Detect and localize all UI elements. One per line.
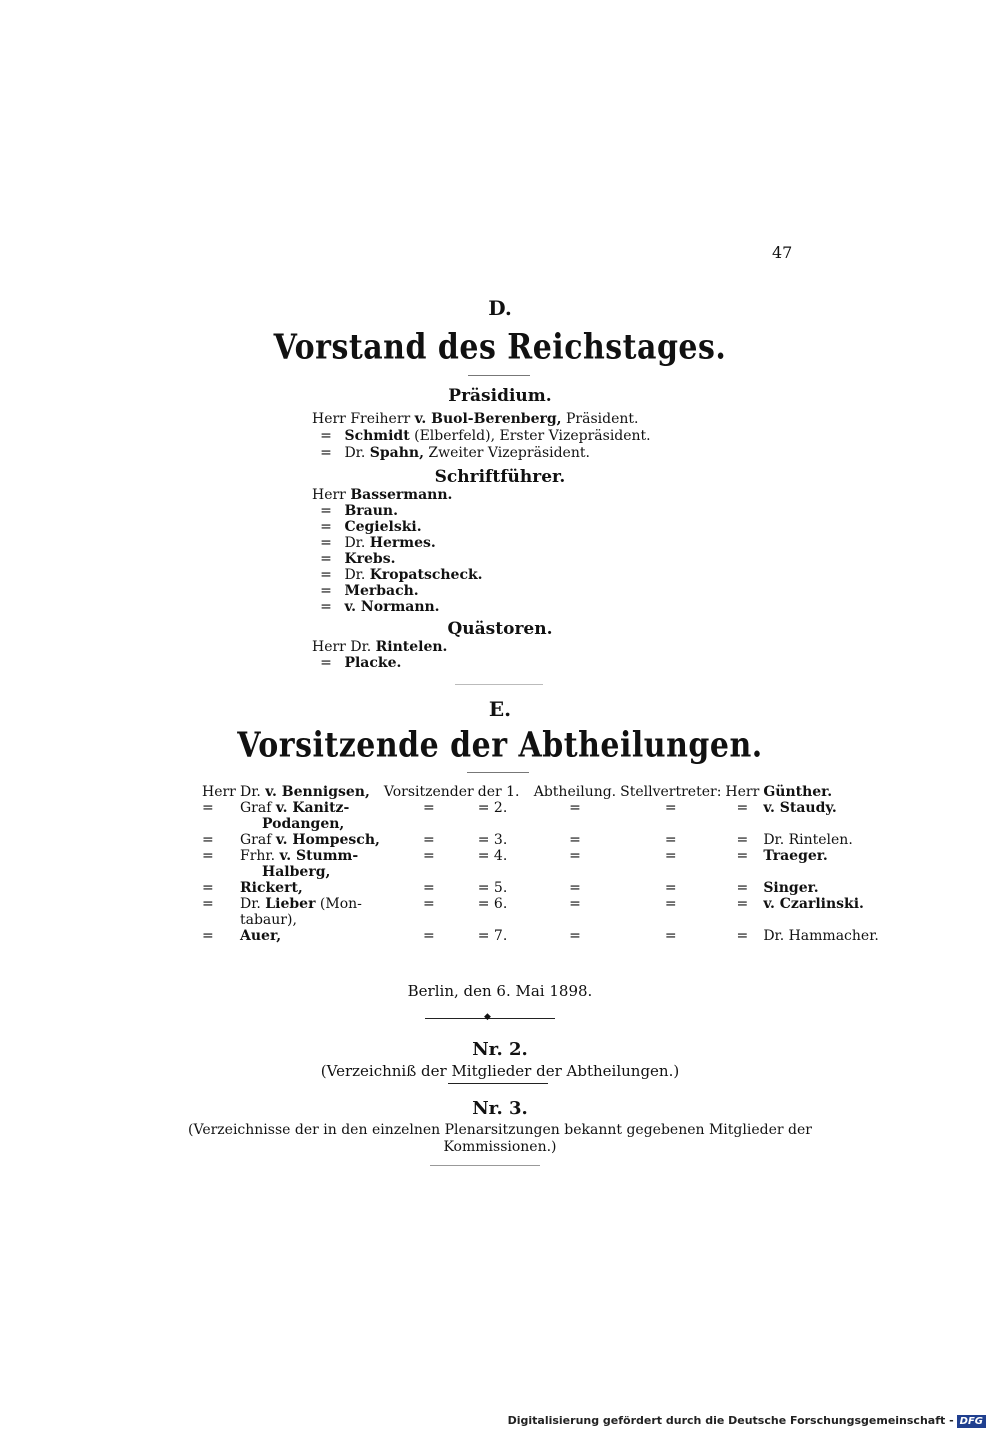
name-continuation: Podangen, bbox=[262, 816, 345, 832]
prefix: Herr bbox=[312, 639, 346, 655]
abtheilungen-table bbox=[200, 784, 881, 944]
deputy-label-cell: = bbox=[664, 800, 677, 816]
number-cell: = 2. bbox=[477, 800, 508, 816]
deputy-name-cell: Günther. bbox=[763, 784, 833, 800]
deputy-name-cell: Traeger. bbox=[763, 848, 828, 864]
section-e-title: Vorsitzende der Abtheilungen. bbox=[237, 725, 763, 766]
number-cell: = 4. bbox=[477, 848, 508, 864]
name: v. Buol-Berenberg, bbox=[414, 411, 562, 427]
deputy-label-cell: = bbox=[664, 896, 677, 912]
prefix-cell: = bbox=[202, 896, 214, 912]
pre: Freiherr bbox=[350, 411, 411, 427]
dept-cell: = bbox=[569, 928, 581, 944]
role-cell: = bbox=[422, 832, 435, 848]
number-cell: = 3. bbox=[477, 832, 508, 848]
quaestoren-line bbox=[312, 639, 447, 655]
footer bbox=[508, 1414, 986, 1428]
prefix-cell: = bbox=[202, 800, 214, 816]
prefix: Herr bbox=[312, 487, 346, 503]
ditto-mark: = bbox=[320, 655, 332, 671]
post: Zweiter Vizepräsident. bbox=[428, 445, 590, 461]
schriftfuehrer-line bbox=[312, 567, 483, 583]
role-cell: = bbox=[422, 880, 435, 896]
dept-cell: Abtheilung. bbox=[533, 784, 617, 800]
page-number: 47 bbox=[772, 243, 793, 262]
name: Kropatscheck. bbox=[369, 567, 483, 583]
name: Cegielski. bbox=[344, 519, 422, 535]
name: Rintelen. bbox=[375, 639, 448, 655]
pre: Dr. bbox=[240, 896, 261, 912]
prefix-cell: = bbox=[202, 928, 214, 944]
name-cell bbox=[238, 896, 382, 928]
divider bbox=[448, 1083, 548, 1084]
nr3-text-line2: Kommissionen.) bbox=[443, 1139, 557, 1155]
dfg-logo-icon: DFG bbox=[957, 1415, 986, 1428]
ditto-mark: = bbox=[320, 519, 332, 535]
deputy-prefix-cell: = bbox=[736, 800, 749, 816]
prefix: Herr bbox=[312, 411, 346, 427]
name-cell bbox=[238, 784, 382, 800]
deputy-label-cell: = bbox=[664, 832, 677, 848]
praesidium-heading: Präsidium. bbox=[448, 386, 552, 406]
name: v. Kanitz- bbox=[275, 800, 350, 816]
deputy-label-cell: Stellvertreter: bbox=[620, 784, 722, 800]
deputy-label-cell: = bbox=[664, 848, 677, 864]
schriftfuehrer-line bbox=[312, 487, 452, 503]
name: v. Hompesch, bbox=[275, 832, 380, 848]
nr2-text: (Verzeichniß der Mitglieder der Abtheilungen.) bbox=[320, 1062, 680, 1080]
pre: Frhr. bbox=[240, 848, 276, 864]
post: (Elberfeld), Erster Vizepräsident. bbox=[414, 428, 651, 444]
pre: Graf bbox=[240, 832, 272, 848]
table-row bbox=[200, 848, 881, 880]
dept-cell: = bbox=[569, 880, 581, 896]
name: v. Normann. bbox=[344, 599, 440, 615]
deputy-label-cell: = bbox=[664, 880, 677, 896]
prefix-cell: = bbox=[202, 832, 214, 848]
nr3-heading: Nr. 3. bbox=[472, 1098, 528, 1119]
name-cell bbox=[238, 880, 382, 896]
deputy-name-cell: Singer. bbox=[763, 880, 819, 896]
deputy-label-cell: = bbox=[664, 928, 677, 944]
ditto-mark: = bbox=[320, 599, 332, 615]
table-row bbox=[200, 800, 881, 832]
quaestoren-heading: Quästoren. bbox=[447, 619, 553, 639]
prefix-cell: = bbox=[202, 880, 214, 896]
divider bbox=[430, 1165, 540, 1166]
ditto-mark: = bbox=[320, 567, 332, 583]
schriftfuehrer-line bbox=[312, 503, 398, 519]
section-e-letter: E. bbox=[488, 697, 512, 721]
deputy-name-cell: Dr. Hammacher. bbox=[763, 928, 879, 944]
deputy-prefix-cell: = bbox=[736, 896, 749, 912]
deputy-name-cell: Dr. Rintelen. bbox=[763, 832, 853, 848]
role-cell: = bbox=[422, 848, 435, 864]
name-cell bbox=[238, 832, 382, 848]
ornament-icon: ◆ bbox=[484, 1012, 491, 1022]
dept-cell: = bbox=[569, 832, 581, 848]
table-row bbox=[200, 928, 881, 944]
prefix-cell: = bbox=[202, 848, 214, 864]
name: Lieber bbox=[265, 896, 316, 912]
ditto-mark: = bbox=[320, 583, 332, 599]
role-cell: = bbox=[422, 896, 435, 912]
deputy-prefix-cell: = bbox=[736, 848, 749, 864]
name: v. Stumm- bbox=[279, 848, 359, 864]
table-row bbox=[200, 880, 881, 896]
name-cell bbox=[238, 800, 382, 832]
nr2-heading: Nr. 2. bbox=[472, 1039, 528, 1060]
schriftfuehrer-line bbox=[312, 535, 436, 551]
number-cell: der 1. bbox=[477, 784, 520, 800]
deputy-name-cell: v. Staudy. bbox=[763, 800, 837, 816]
dept-cell: = bbox=[569, 848, 581, 864]
name: Bassermann. bbox=[350, 487, 453, 503]
name: Placke. bbox=[344, 655, 402, 671]
divider bbox=[467, 772, 529, 773]
pre: Dr. bbox=[344, 445, 366, 461]
name: v. Bennigsen, bbox=[265, 784, 370, 800]
name-cell bbox=[238, 848, 382, 880]
ditto-mark: = bbox=[320, 428, 332, 444]
ditto-mark: = bbox=[320, 535, 332, 551]
role-cell: = bbox=[422, 800, 435, 816]
deputy-prefix-cell: = bbox=[736, 928, 749, 944]
praesidium-line bbox=[312, 411, 638, 427]
divider bbox=[455, 684, 543, 685]
schriftfuehrer-heading: Schriftführer. bbox=[434, 467, 566, 487]
pre: Dr. bbox=[350, 639, 372, 655]
name: Hermes. bbox=[369, 535, 436, 551]
ditto-mark: = bbox=[320, 551, 332, 567]
schriftfuehrer-line bbox=[312, 599, 440, 615]
number-cell: = 5. bbox=[477, 880, 508, 896]
prefix-cell: Herr bbox=[202, 784, 236, 800]
table-row bbox=[200, 784, 881, 800]
number-cell: = 6. bbox=[477, 896, 508, 912]
pre: Graf bbox=[240, 800, 272, 816]
deputy-prefix-cell: = bbox=[736, 880, 749, 896]
footer-text: Digitalisierung gefördert durch die Deutsche Forschungsgemeinschaft - bbox=[507, 1414, 954, 1427]
name-continuation: Halberg, bbox=[262, 864, 331, 880]
schriftfuehrer-line bbox=[312, 583, 419, 599]
name: Krebs. bbox=[344, 551, 396, 567]
name-continuation: (Mon-tabaur), bbox=[240, 896, 362, 928]
table-row bbox=[200, 896, 881, 928]
section-d-title: Vorstand des Reichstages. bbox=[273, 327, 727, 368]
pre: Dr. bbox=[240, 784, 261, 800]
dept-cell: = bbox=[569, 800, 581, 816]
ditto-mark: = bbox=[320, 445, 332, 461]
post: Präsident. bbox=[566, 411, 639, 427]
name: Merbach. bbox=[344, 583, 419, 599]
number-cell: = 7. bbox=[477, 928, 508, 944]
schriftfuehrer-line bbox=[312, 519, 422, 535]
name: Spahn, bbox=[369, 445, 424, 461]
pre: Dr. bbox=[344, 535, 366, 551]
deputy-name-cell: v. Czarlinski. bbox=[763, 896, 864, 912]
dept-cell: = bbox=[569, 896, 581, 912]
praesidium-line bbox=[312, 428, 651, 444]
deputy-prefix-cell: Herr bbox=[725, 784, 760, 800]
role-cell: = bbox=[422, 928, 435, 944]
nr3-text-line1: (Verzeichnisse der in den einzelnen Plenarsitzungen bekannt gegebenen Mitglieder der bbox=[188, 1122, 812, 1138]
schriftfuehrer-line bbox=[312, 551, 395, 567]
quaestoren-line bbox=[312, 655, 401, 671]
divider bbox=[468, 375, 530, 376]
name: Rickert, bbox=[240, 880, 303, 896]
pre: Dr. bbox=[344, 567, 366, 583]
name-cell bbox=[238, 928, 382, 944]
name: Braun. bbox=[344, 503, 398, 519]
dateline: Berlin, den 6. Mai 1898. bbox=[407, 982, 593, 1000]
role-cell: Vorsitzender bbox=[383, 784, 474, 800]
praesidium-line bbox=[312, 445, 590, 461]
table-row bbox=[200, 832, 881, 848]
ditto-mark: = bbox=[320, 503, 332, 519]
section-d-letter: D. bbox=[488, 296, 512, 320]
name: Schmidt bbox=[344, 428, 410, 444]
deputy-prefix-cell: = bbox=[736, 832, 749, 848]
name: Auer, bbox=[240, 928, 282, 944]
